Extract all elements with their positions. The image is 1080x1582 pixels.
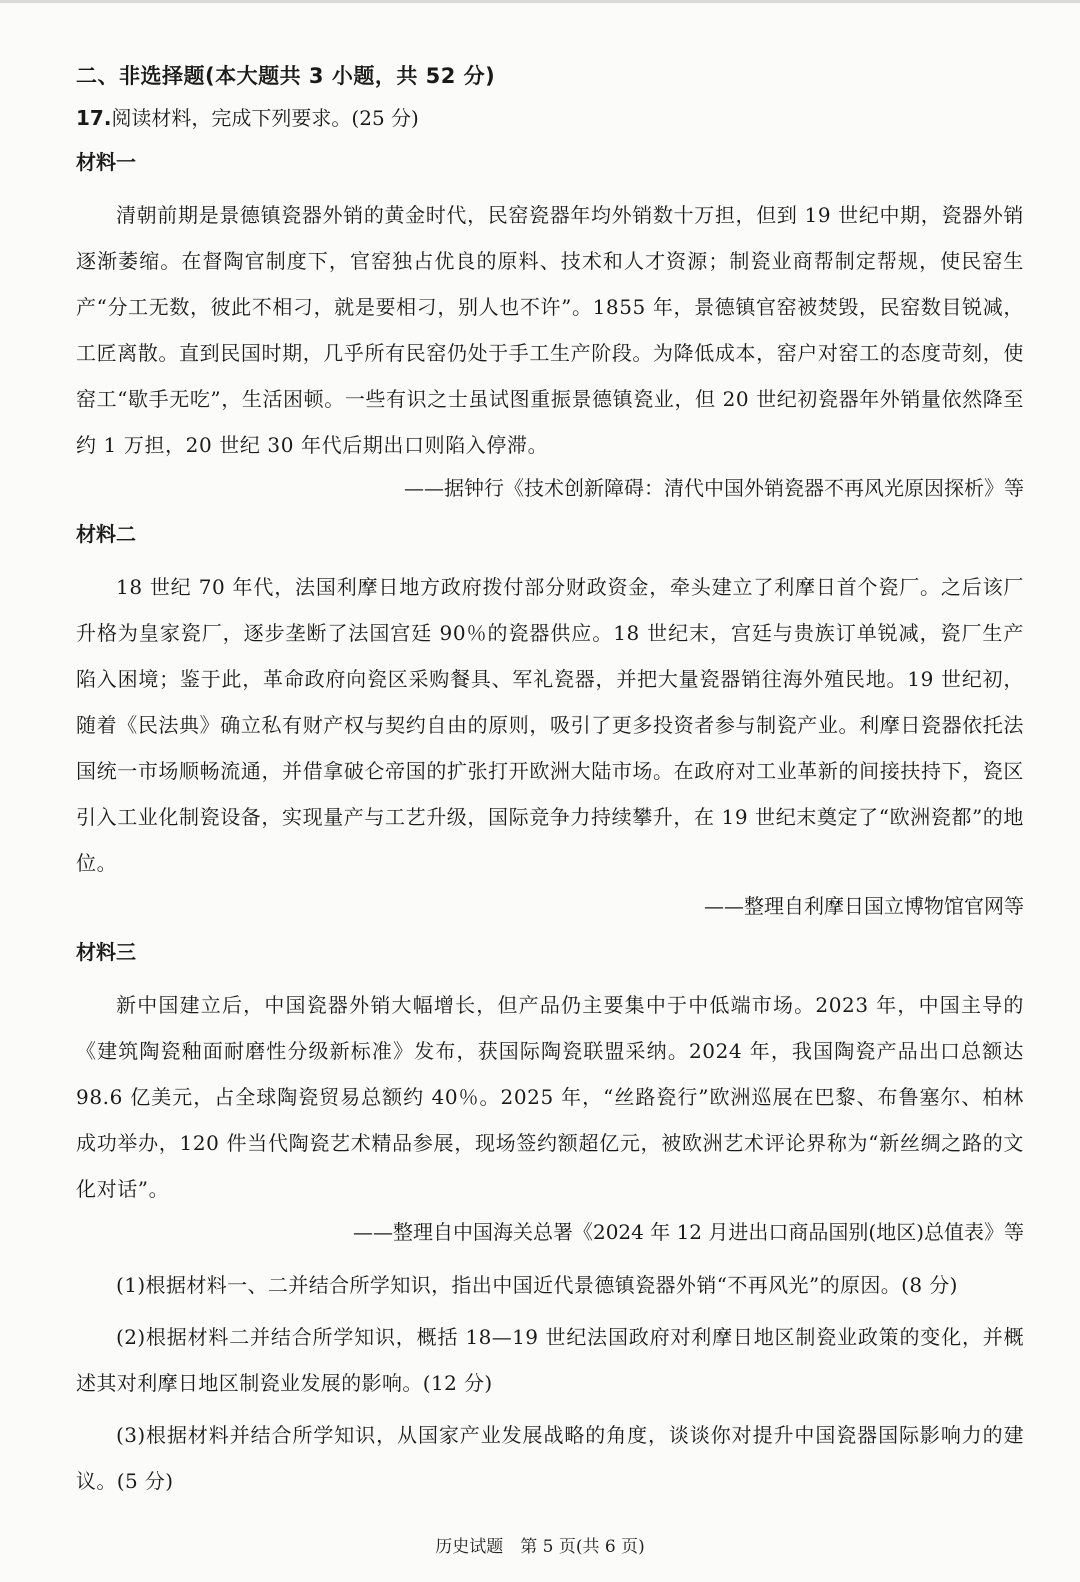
- material-3-text: 新中国建立后，中国瓷器外销大幅增长，但产品仍主要集中于中低端市场。2023 年，中国主导的《建筑陶瓷釉面耐磨性分级新标准》发布，获国际陶瓷联盟采纳。2024 年，我国陶瓷产品出口总额达 98.6 亿美元，占全球陶瓷贸易总额约 40％。2025 年，“丝路瓷行”欧洲巡展在巴黎、布鲁塞尔、柏林成功举办，120 件当代陶瓷艺术精品参展，现场签约额超亿元，被欧洲艺术评论界称为“新丝绸之路的文化对话”。: [76, 993, 1024, 1201]
- material-2-source: ——整理自利摩日国立博物馆官网等: [704, 894, 1024, 918]
- question-prompt-text: 阅读材料，完成下列要求。(25 分): [111, 106, 419, 130]
- material-2-title: 材料二: [76, 522, 136, 546]
- material-2-text: 18 世纪 70 年代，法国利摩日地方政府拨付部分财政资金，牵头建立了利摩日首个瓷厂。之后该厂升格为皇家瓷厂，逐步垄断了法国宫廷 90％的瓷器供应。18 世纪末，宫廷与贵族订单锐减，瓷厂生产陷入困境；鉴于此，革命政府向瓷区采购餐具、军礼瓷器，并把大量瓷器销往海外殖民地。19 世纪初，随着《民法典》确立私有财产权与契约自由的原则，吸引了更多投资者参与制瓷产业。利摩日瓷器依托法国统一市场顺畅流通，并借拿破仑帝国的扩张打开欧洲大陆市场。在政府对工业革新的间接扶持下，瓷区引入工业化制瓷设备，实现量产与工艺升级，国际竞争力持续攀升，在 19 世纪末奠定了“欧洲瓷都”的地位。: [76, 575, 1025, 875]
- sub-question-1: (1)根据材料一、二并结合所学知识，指出中国近代景德镇瓷器外销“不再风光”的原因。(8 分): [116, 1273, 958, 1297]
- exam-page: [76, 60, 1024, 1510]
- material-3-title: 材料三: [76, 940, 136, 964]
- sub-question-2: (2)根据材料二并结合所学知识，概括 18—19 世纪法国政府对利摩日地区制瓷业政策的变化，并概述其对利摩日地区制瓷业发展的影响。(12 分): [76, 1325, 1024, 1395]
- question-number: 17.: [76, 106, 112, 130]
- section-heading: 二、非选择题(本大题共 3 小题，共 52 分): [76, 64, 496, 88]
- question-17-prompt: [76, 102, 1024, 134]
- material-3-source: ——整理自中国海关总署《2024 年 12 月进出口商品国别(地区)总值表》等: [352, 1220, 1024, 1244]
- page-footer: 历史试题 第 5 页(共 6 页): [435, 1537, 645, 1557]
- sub-question-3: (3)根据材料并结合所学知识，从国家产业发展战略的角度，谈谈你对提升中国瓷器国际影响力的建议。(5 分): [76, 1423, 1024, 1493]
- material-1-title: 材料一: [76, 150, 136, 174]
- page-top-edge: [0, 0, 1080, 3]
- material-1-source: ——据钟行《技术创新障碍：清代中国外销瓷器不再风光原因探析》等: [404, 476, 1024, 500]
- material-1-text: 清朝前期是景德镇瓷器外销的黄金时代，民窑瓷器年均外销数十万担，但到 19 世纪中期，瓷器外销逐渐萎缩。在督陶官制度下，官窑独占优良的原料、技术和人才资源；制瓷业商帮制定帮规，使民窑生产“分工无数，彼此不相刁，就是要相刁，别人也不许”。1855 年，景德镇官窑被焚毁，民窑数目锐减，工匠离散。直到民国时期，几乎所有民窑仍处于手工生产阶段。为降低成本，窑户对窑工的态度苛刻，使窑工“歇手无吃”，生活困顿。一些有识之士虽试图重振景德镇瓷业，但 20 世纪初瓷器年外销量依然降至约 1 万担，20 世纪 30 年代后期出口则陷入停滞。: [76, 203, 1025, 457]
